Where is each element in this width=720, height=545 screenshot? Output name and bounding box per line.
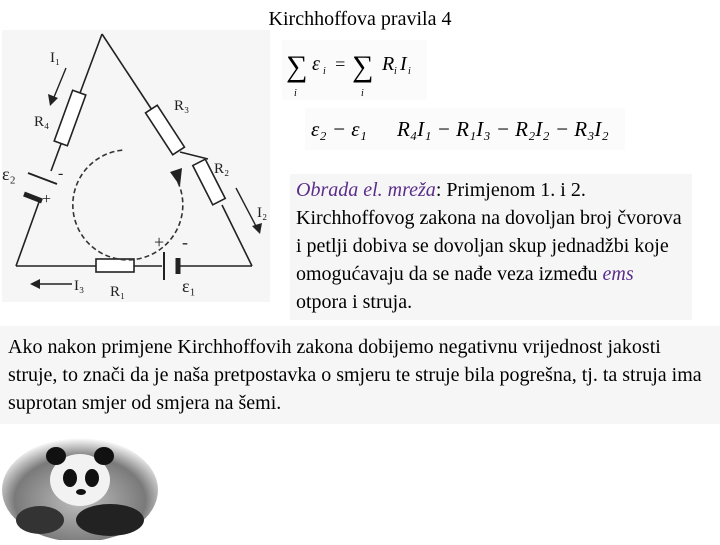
sum-index-left: i	[294, 88, 297, 99]
wire-right-mid	[180, 152, 208, 159]
label-r2: R₂	[214, 161, 230, 177]
r-symbol: R	[382, 53, 395, 75]
epsilon: ε	[312, 53, 320, 75]
explanation-body-2: otpora i struja.	[296, 291, 413, 313]
label-left-minus: -	[58, 165, 64, 182]
panda-eye-left	[63, 469, 77, 487]
sum-sign-left: ∑	[286, 50, 308, 83]
label-r1: R₁	[110, 284, 126, 300]
epsilon-index: i	[323, 66, 326, 77]
label-i2: I₂	[257, 205, 268, 221]
label-bottom-minus: -	[182, 232, 188, 252]
resistor-r4	[54, 90, 86, 146]
battery-e2	[24, 173, 57, 201]
formula-rhs: R₄I₁ − R₁I₃ − R₂I₂ − R₃I₂	[397, 117, 609, 141]
label-e1: ε₁	[182, 276, 196, 296]
equals-sign: =	[334, 54, 347, 74]
label-e2: ε₂	[2, 164, 16, 184]
panda-body	[76, 504, 144, 536]
formula-sum	[282, 40, 427, 100]
wire-left-bottom	[16, 202, 39, 266]
formula-loop	[305, 108, 625, 150]
formula-lhs: ε₂ − ε₁	[311, 117, 367, 141]
circuit-svg	[2, 30, 270, 302]
label-r3: R₃	[174, 98, 190, 114]
explanation-text	[290, 174, 692, 320]
label-bottom-plus: +	[154, 232, 165, 252]
label-i1: I₁	[50, 50, 61, 66]
i-index: i	[408, 66, 411, 77]
loop-arrowhead	[170, 168, 182, 186]
wire-right-bottom	[222, 205, 252, 266]
loop-arrow-path	[73, 150, 183, 260]
bottom-paragraph: Ako nakon primjene Kirchhoffovih zakona dobijemo negativnu vrijednost jakosti struje, to znači da je naša pretpostavka o smjeru te struje bila pogrešna, tj. ta struja ima suprotan smjer od smjera na šemi.	[0, 326, 720, 424]
panda-ear-left	[46, 447, 66, 465]
label-r4: R₄	[34, 114, 50, 130]
r-index: i	[394, 66, 397, 77]
explanation-ems: ems	[602, 263, 634, 285]
circuit-diagram	[2, 30, 270, 302]
explanation-lead: Obrada el. mreža	[296, 179, 436, 201]
panda-eye-right	[85, 469, 99, 487]
explanation-body-1: : Primjenom 1. i 2. Kirchhoffovog zakona na dovoljan broj čvorova i petlji dobiva se dovoljan skup jednadžbi koje omogućavaju da se nađe veza između	[296, 179, 682, 285]
battery-e1	[164, 252, 178, 280]
wire-right-top	[102, 34, 152, 110]
i-symbol: I	[400, 53, 407, 75]
label-i3: I₃	[74, 278, 85, 294]
sum-sign-right: ∑	[352, 50, 374, 83]
wire-left-top	[80, 34, 102, 93]
current-arrow-i2	[236, 188, 258, 230]
label-left-plus: +	[42, 191, 52, 208]
resistor-r1	[96, 259, 134, 272]
slide-title: Kirchhoffova pravila 4	[268, 8, 452, 30]
panda-nose	[76, 489, 86, 495]
sum-index-right: i	[361, 88, 364, 99]
panda-paw	[16, 506, 64, 534]
panda-image	[0, 420, 160, 540]
panda-ear-right	[94, 447, 114, 465]
